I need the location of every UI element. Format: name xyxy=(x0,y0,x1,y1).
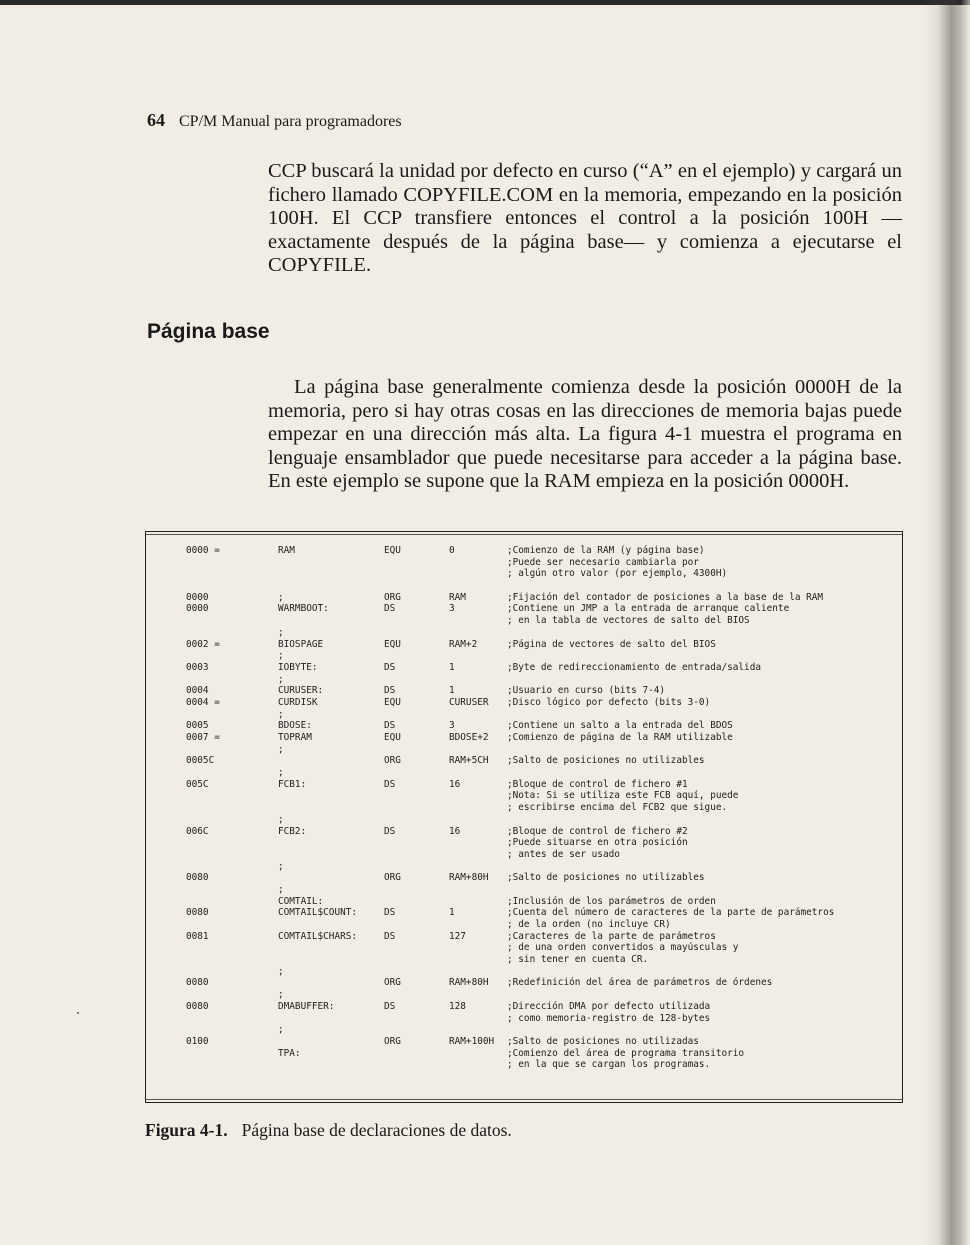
page-number: 64 xyxy=(147,110,165,130)
listing-comment: ;Disco lógico por defecto (bits 3-0) xyxy=(507,696,711,708)
listing-opcode: ORG xyxy=(384,591,401,603)
listing-label: COMTAIL: xyxy=(278,895,324,907)
listing-opcode: EQU xyxy=(384,696,401,708)
listing-operand: RAM+100H xyxy=(449,1035,495,1047)
listing-label: IOBYTE: xyxy=(278,661,318,673)
listing-operand: 16 xyxy=(449,778,461,790)
figure-label: Figura 4-1. xyxy=(145,1120,228,1140)
listing-address: 0005 xyxy=(186,720,209,732)
listing-comment: ; sin tener en cuenta CR. xyxy=(507,954,649,966)
listing-opcode: DS xyxy=(384,907,396,919)
listing-comment: ; en la que se cargan los programas. xyxy=(507,1059,711,1071)
listing-comment: ;Inclusión de los parámetros de orden xyxy=(507,895,716,907)
listing-opcode: DS xyxy=(384,720,396,732)
listing-opcode: DS xyxy=(384,1000,396,1012)
listing-opcode: EQU xyxy=(384,638,401,650)
listing-address: 0000 = xyxy=(186,545,220,556)
listing-address: 005C xyxy=(186,778,209,790)
listing-comment: ;Salto de posiciones no utilizables xyxy=(507,872,705,884)
listing-label: ; xyxy=(278,708,284,720)
page-top-edge xyxy=(0,0,970,5)
listing-address: 0005C xyxy=(186,755,215,767)
listing-opcode: DS xyxy=(384,778,396,790)
figure-bottom-rule xyxy=(146,1099,902,1100)
listing-label: ; xyxy=(278,1024,284,1036)
listing-label: ; xyxy=(278,767,284,779)
listing-operand: RAM+2 xyxy=(449,638,478,650)
listing-label: TPA: xyxy=(278,1047,301,1059)
print-speck xyxy=(77,1012,79,1014)
listing-label: ; xyxy=(278,965,284,977)
listing-comment: ;Página de vectores de salto del BIOS xyxy=(507,638,716,650)
listing-label: ; xyxy=(278,673,284,685)
listing-comment: ; algún otro valor (por ejemplo, 4300H) xyxy=(507,568,728,580)
listing-label: BIOSPAGE xyxy=(278,638,324,650)
listing-comment: ;Fijación del contador de posiciones a la base de la RAM xyxy=(507,591,824,603)
listing-address: 0100 xyxy=(186,1035,209,1047)
listing-operand: BDOSE+2 xyxy=(449,732,489,743)
listing-opcode: DS xyxy=(384,930,396,942)
listing-opcode: EQU xyxy=(384,732,401,743)
listing-label: FCB1: xyxy=(278,778,307,790)
listing-opcode: DS xyxy=(384,685,396,697)
listing-operand: RAM+80H xyxy=(449,977,489,989)
listing-comment: ;Dirección DMA por defecto utilizada xyxy=(507,1000,711,1012)
listing-address: 0002 = xyxy=(186,638,220,650)
listing-comment: ; en la tabla de vectores de salto del BIOS xyxy=(507,615,750,627)
figure-caption xyxy=(145,1120,512,1141)
listing-comment: ;Nota: Si se utiliza este FCB aquí, puede xyxy=(507,790,739,802)
listing-comment: ;Redefinición del área de parámetros de órdenes xyxy=(507,977,773,989)
listing-opcode: DS xyxy=(384,661,396,673)
listing-comment: ; escribirse encima del FCB2 que sigue. xyxy=(507,802,728,814)
listing-label: BDOSE: xyxy=(278,720,312,732)
running-title: CP/M Manual para programadores xyxy=(179,113,402,130)
listing-comment: ;Contiene un salto a la entrada del BDOS xyxy=(507,720,733,732)
listing-label: WARMBOOT: xyxy=(278,603,329,615)
listing-operand: RAM+5CH xyxy=(449,755,489,767)
listing-operand: 16 xyxy=(449,825,461,837)
listing-operand: RAM+80H xyxy=(449,872,489,884)
listing-label: FCB2: xyxy=(278,825,307,837)
listing-label: ; xyxy=(278,860,284,872)
listing-operand: 1 xyxy=(449,685,455,697)
listing-comment: ;Comienzo de la RAM (y página base) xyxy=(507,545,705,556)
listing-opcode: ORG xyxy=(384,872,401,884)
base-page-paragraph: La página base generalmente comienza desde la posición 0000H de la memoria, pero si hay otras cosas en las direcciones de memoria bajas puede empezar en una dirección más alta. La figura 4-1 muestra el programa en lenguaje ensamblador que puede necesitarse para acceder a la página base. En este ejemplo se supone que la RAM empieza en la posición 0000H. xyxy=(268,376,902,493)
listing-comment: ;Cuenta del número de caracteres de la parte de parámetros xyxy=(507,907,835,919)
running-header xyxy=(147,110,402,131)
listing-label: CURDISK xyxy=(278,696,318,708)
listing-comment: ;Usuario en curso (bits 7-4) xyxy=(507,685,666,697)
listing-address: 0004 xyxy=(186,685,209,697)
intro-paragraph: CCP buscará la unidad por defecto en curso (“A” en el ejemplo) y cargará un fichero llamado COPYFILE.COM en la memoria, empezando en la posición 100H. El CCP transfiere entonces el control a la posición 100H —exactamente después de la página base— y comienza a ejecutarse el COPYFILE. xyxy=(268,160,902,277)
listing-address: 0007 = xyxy=(186,732,220,743)
listing-opcode: ORG xyxy=(384,977,401,989)
listing-operand: 128 xyxy=(449,1000,466,1012)
listing-operand: RAM xyxy=(449,591,466,603)
listing-address: 0080 xyxy=(186,977,209,989)
listing-label: TOPRAM xyxy=(278,732,312,743)
listing-opcode: DS xyxy=(384,603,396,615)
listing-operand: 127 xyxy=(449,930,466,942)
listing-operand: 3 xyxy=(449,603,455,615)
listing-label: CURUSER: xyxy=(278,685,324,697)
listing-comment: ;Byte de redireccionamiento de entrada/salida xyxy=(507,661,761,673)
listing-comment: ;Comienzo de página de la RAM utilizable xyxy=(507,732,733,743)
listing-comment: ; de una orden convertidos a mayúsculas y xyxy=(507,942,739,954)
listing-address: 0081 xyxy=(186,930,209,942)
listing-comment: ;Salto de posiciones no utilizadas xyxy=(507,1035,699,1047)
listing-operand: 0 xyxy=(449,545,455,556)
listing-opcode: DS xyxy=(384,825,396,837)
listing-opcode: ORG xyxy=(384,755,401,767)
listing-comment: ;Puede situarse en otra posición xyxy=(507,837,688,849)
listing-address: 006C xyxy=(186,825,209,837)
listing-address: 0000 xyxy=(186,603,209,615)
listing-address: 0004 = xyxy=(186,696,220,708)
listing-address: 0080 xyxy=(186,1000,209,1012)
listing-label: ; xyxy=(278,813,284,825)
listing-label: ; xyxy=(278,650,284,662)
listing-address: 0003 xyxy=(186,661,209,673)
listing-operand: 3 xyxy=(449,720,455,732)
listing-label: DMABUFFER: xyxy=(278,1000,335,1012)
listing-address: 0080 xyxy=(186,872,209,884)
listing-comment: ;Bloque de control de fichero #1 xyxy=(507,778,688,790)
listing-label: COMTAIL$COUNT: xyxy=(278,907,358,919)
figure-caption-text: Página base de declaraciones de datos. xyxy=(241,1120,512,1140)
listing-label: ; xyxy=(278,743,284,755)
listing-operand: 1 xyxy=(449,907,455,919)
listing-comment: ; de la orden (no incluye CR) xyxy=(507,919,671,930)
listing-label: COMTAIL$CHARS: xyxy=(278,930,358,942)
section-heading: Página base xyxy=(147,320,270,343)
listing-address: 0000 xyxy=(186,591,209,603)
listing-operand: CURUSER xyxy=(449,696,489,708)
figure-top-rule xyxy=(146,534,902,535)
listing-label: RAM xyxy=(278,545,295,556)
listing-comment: ;Comienzo del área de programa transitorio xyxy=(507,1047,745,1059)
listing-operand: 1 xyxy=(449,661,455,673)
listing-label: ; xyxy=(278,591,284,603)
listing-comment: ;Bloque de control de fichero #2 xyxy=(507,825,688,837)
listing-address: 0080 xyxy=(186,907,209,919)
listing-comment: ;Caracteres de la parte de parámetros xyxy=(507,930,716,942)
listing-opcode: EQU xyxy=(384,545,401,556)
listing-comment: ;Contiene un JMP a la entrada de arranque caliente xyxy=(507,603,790,615)
listing-label: ; xyxy=(278,626,284,638)
listing-comment: ; como memoria-registro de 128-bytes xyxy=(507,1012,711,1024)
listing-label: ; xyxy=(278,989,284,1001)
listing-opcode: ORG xyxy=(384,1035,401,1047)
listing-comment: ;Salto de posiciones no utilizables xyxy=(507,755,705,767)
figure-4-1-listing xyxy=(145,531,903,1103)
listing-comment: ; antes de ser usado xyxy=(507,848,620,860)
book-spine-shadow xyxy=(924,0,970,1245)
listing-label: ; xyxy=(278,883,284,895)
listing-comment: ;Puede ser necesario cambiarla por xyxy=(507,556,699,568)
